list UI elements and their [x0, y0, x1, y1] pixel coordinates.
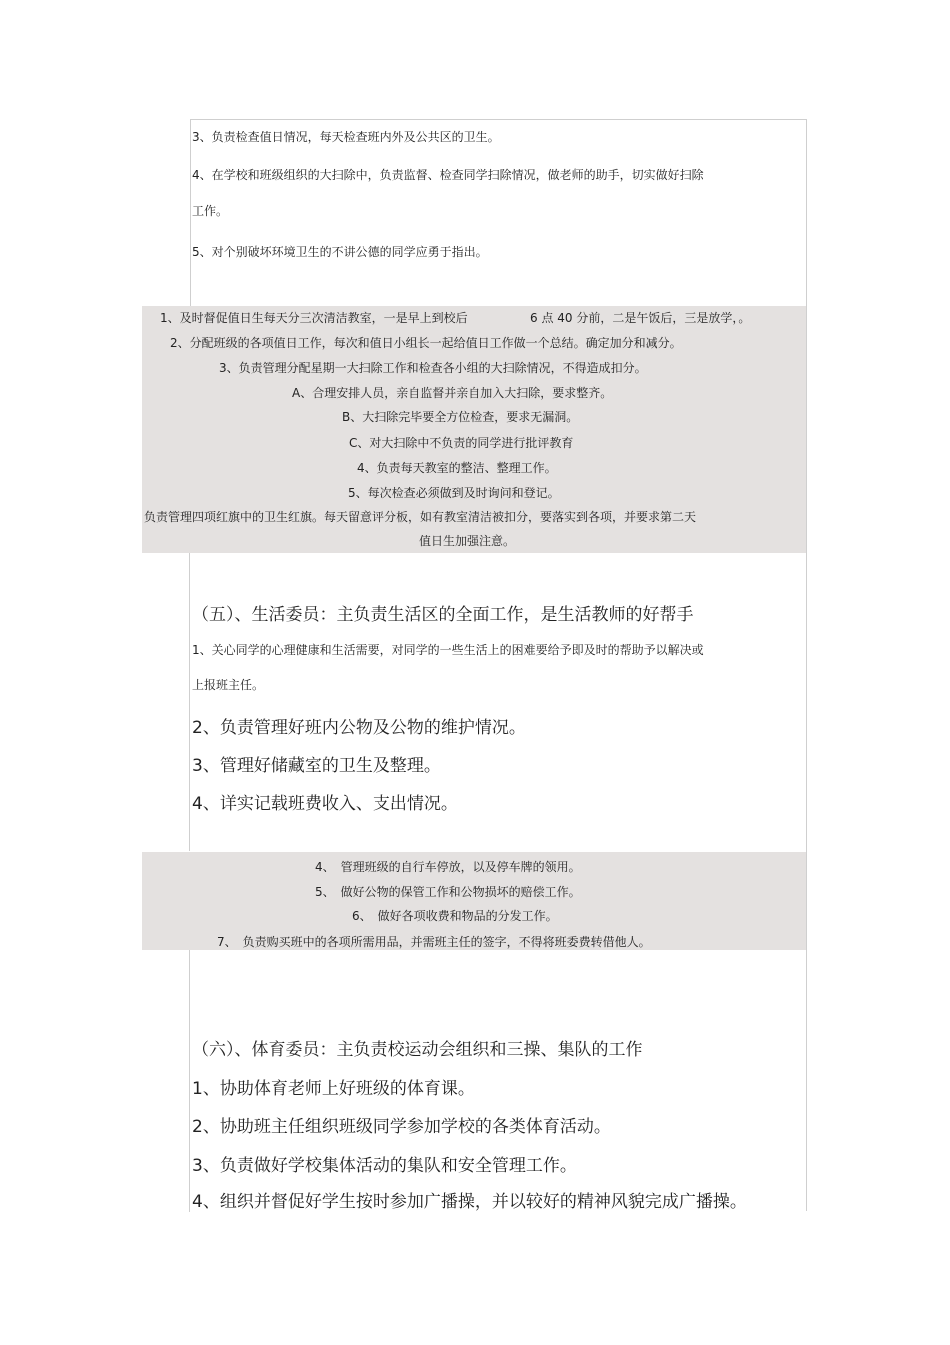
hygiene-line-flag: 负责管理四项红旗中的卫生红旗。每天留意评分板，如有教室清洁被扣分，要落实到各项，并要求第二天 — [144, 510, 697, 524]
hygiene-line-A: A、合理安排人员，亲自监督并亲自加入大扫除，要求整齐。 — [292, 386, 613, 400]
hygiene-line-4: 4、负责每天教室的整洁、整理工作。 — [357, 461, 557, 475]
hygiene-line-1a: 1、及时督促值日生每天分三次清洁教室，一是早上到校后 — [160, 311, 468, 325]
hygiene-line-B: B、大扫除完毕要全方位检查，要求无漏洞。 — [342, 410, 579, 424]
duty-item-5: 5、对个别破坏环境卫生的不讲公德的同学应勇于指出。 — [192, 245, 488, 259]
hygiene-line-1b: 6 点 40 分前，二是午饭后，三是放学，。 — [530, 311, 751, 325]
frame-left-border-bottom — [189, 950, 190, 1212]
sports-item-4: 4、组织并督促好学生按时参加广播操，并以较好的精神风貌完成广播操。 — [192, 1192, 747, 1212]
hygiene-line-5: 5、每次检查必须做到及时询问和登记。 — [348, 486, 560, 500]
life-item-1-cont: 上报班主任。 — [192, 678, 265, 692]
frame-top-border — [190, 119, 807, 120]
frame-left-border-top — [190, 119, 191, 306]
sports-item-2: 2、协助班主任组织班级同学参加学校的各类体育活动。 — [192, 1117, 611, 1137]
frame-right-border — [806, 119, 807, 1211]
life-extra-4: 4、 管理班级的自行车停放，以及停车牌的领用。 — [315, 860, 581, 874]
life-item-3: 3、管理好储藏室的卫生及整理。 — [192, 756, 441, 776]
life-extra-5: 5、 做好公物的保管工作和公物损坏的赔偿工作。 — [315, 885, 581, 899]
life-item-1: 1、关心同学的心理健康和生活需要，对同学的一些生活上的困难要给予即及时的帮助予以解决或 — [192, 643, 704, 657]
hygiene-line-C: C、对大扫除中不负责的同学进行批评教育 — [349, 436, 574, 450]
section-6-heading: （六）、体育委员：主负责校运动会组织和三操、集队的工作 — [192, 1040, 643, 1060]
duty-item-3: 3、负责检查值日情况，每天检查班内外及公共区的卫生。 — [192, 130, 500, 144]
life-extra-7: 7、 负责购买班中的各项所需用品，并需班主任的签字，不得将班委费转借他人。 — [217, 935, 651, 949]
duty-item-4: 4、在学校和班级组织的大扫除中，负责监督、检查同学扫除情况，做老师的助手，切实做好扫除 — [192, 168, 704, 182]
life-item-2: 2、负责管理好班内公物及公物的维护情况。 — [192, 718, 526, 738]
life-item-4: 4、详实记载班费收入、支出情况。 — [192, 794, 458, 814]
sports-item-3: 3、负责做好学校集体活动的集队和安全管理工作。 — [192, 1156, 577, 1176]
hygiene-line-3: 3、负责管理分配星期一大扫除工作和检查各小组的大扫除情况，不得造成扣分。 — [219, 361, 647, 375]
section-5-heading: （五）、生活委员：主负责生活区的全面工作，是生活教师的好帮手 — [192, 605, 694, 625]
life-extra-6: 6、 做好各项收费和物品的分发工作。 — [352, 909, 558, 923]
duty-item-4-cont: 工作。 — [192, 204, 229, 218]
frame-left-border-mid — [189, 553, 190, 851]
hygiene-line-2: 2、分配班级的各项值日工作，每次和值日小组长一起给值日工作做一个总结。确定加分和减分。 — [170, 336, 682, 350]
sports-item-1: 1、协助体育老师上好班级的体育课。 — [192, 1079, 475, 1099]
hygiene-line-flag-cont: 值日生加强注意。 — [419, 534, 516, 548]
